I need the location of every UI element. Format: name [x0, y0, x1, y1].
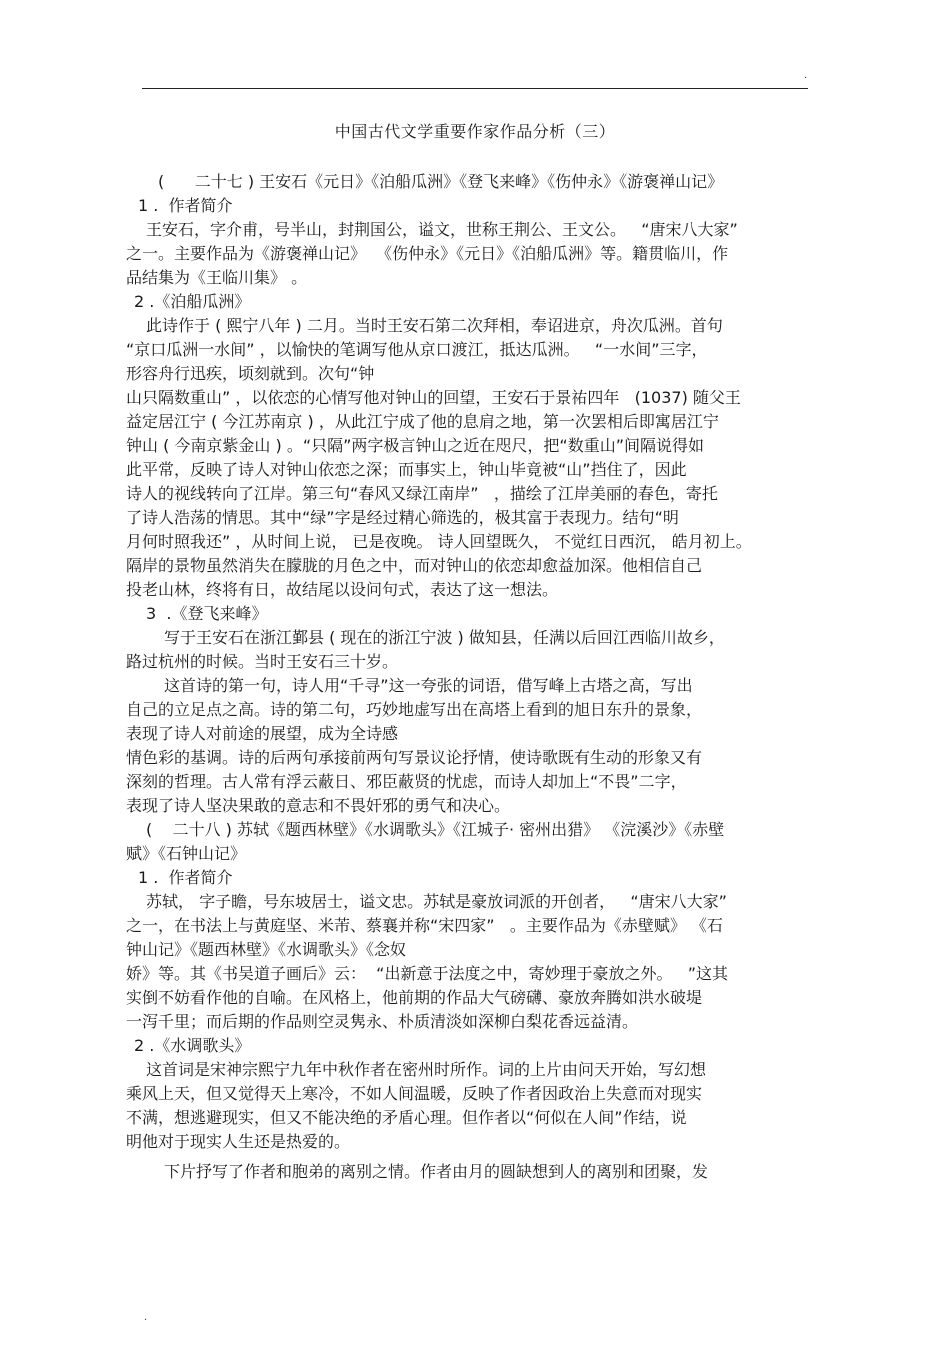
- text-line: 形容舟行迅疾，顷刻就到。次句“钟: [126, 364, 375, 383]
- text-line: 1 . 作者简介: [138, 196, 233, 215]
- text-line: 了诗人浩荡的情思。其中“绿”字是经过精心筛选的，极其富于表现力。结句“明: [126, 508, 679, 527]
- text-line: 投老山林，终将有日，故结尾以设问句式，表达了这一想法。: [126, 580, 559, 599]
- text-line: 自己的立足点之高。诗的第二句，巧妙地虚写出在高塔上看到的旭日东升的景象，: [126, 700, 703, 719]
- text-line: 1 . 作者简介: [138, 868, 233, 887]
- text-line: 娇》等。其《书吴道子画后》云： “出新意于法度之中，寄妙理于豪放之外。 ”这其: [126, 964, 729, 983]
- text-line: 钟山记》《题西林壁》《水调歌头》《念奴: [126, 940, 407, 959]
- text-line: 明他对于现实人生还是热爱的。: [126, 1132, 351, 1151]
- text-line: 深刻的哲理。古人常有浮云蔽日、邪臣蔽贤的忧虑，而诗人却加上“不畏”二字，: [126, 772, 687, 791]
- footer-dot: .: [144, 1312, 148, 1323]
- text-line: 表现了诗人坚决果敢的意志和不畏奸邪的勇气和决心。: [126, 796, 511, 815]
- text-line: 一泻千里；而后期的作品则空灵隽永、朴质清淡如深柳白梨花香远益清。: [126, 1012, 639, 1031]
- text-line: 下片抒写了作者和胞弟的离别之情。作者由月的圆缺想到人的离别和团聚，发: [164, 1162, 709, 1181]
- text-line: 益定居江宁 ( 今江苏南京 ) ，从此江宁成了他的息肩之地，第一次罢相后即寓居江宁: [126, 412, 719, 431]
- text-line: 山只隔数重山” ，以依恋的心情写他对钟山的回望，王安石于景祐四年 (1037) 随父王: [126, 388, 741, 407]
- text-line: 王安石，字介甫，号半山，封荆国公，谥文，世称王荆公、王文公。 “唐宋八大家”: [146, 220, 738, 239]
- header-rule: [142, 88, 808, 89]
- text-line: 实倒不妨看作他的自喻。在风格上，他前期的作品大气磅礴、豪放奔腾如洪水破堤: [126, 988, 703, 1007]
- text-line: ( 二十八 ) 苏轼《题西林壁》《水调歌头》《江城子· 密州出猎》 《浣溪沙》《赤壁: [146, 820, 725, 839]
- text-line: 诗人的视线转向了江岸。第三句“春风又绿江南岸” ，描绘了江岸美丽的春色，寄托: [126, 484, 718, 503]
- text-line: 2 .《泊船瓜洲》: [134, 292, 251, 311]
- text-line: 2 .《水调歌头》: [134, 1036, 251, 1055]
- text-line: 乘风上天，但又觉得天上寒冷，不如人间温暖，反映了作者因政治上失意而对现实: [126, 1084, 703, 1103]
- text-line: 情色彩的基调。诗的后两句承接前两句写景议论抒情，使诗歌既有生动的形象又有: [126, 748, 703, 767]
- text-line: 这首词是宋神宗熙宁九年中秋作者在密州时所作。词的上片由问天开始，写幻想: [146, 1060, 707, 1079]
- text-line: 品结集为《王临川集》 。: [126, 268, 308, 287]
- text-line: 之一。主要作品为《游褒禅山记》 《伤仲永》《元日》《泊船瓜洲》等。籍贯临川，作: [126, 244, 729, 263]
- text-line: 苏轼， 字子瞻，号东坡居士，谥文忠。苏轼是豪放词派的开创者， “唐宋八大家”: [146, 892, 727, 911]
- text-line: 月何时照我还” ，从时间上说， 已是夜晚。 诗人回望既久， 不觉红日西沉， 皓月初上。: [126, 532, 752, 551]
- text-line: 这首诗的第一句，诗人用“千寻”这一夸张的词语，借写峰上古塔之高，写出: [164, 676, 693, 695]
- text-line: 表现了诗人对前途的展望，成为全诗感: [126, 724, 399, 743]
- text-line: 此诗作于 ( 熙宁八年 ) 二月。当时王安石第二次拜相，奉诏进京，舟次瓜洲。首句: [146, 316, 723, 335]
- text-line: 赋》《石钟山记》: [126, 844, 247, 863]
- text-line: ( 二十七 ) 王安石《元日》《泊船瓜洲》《登飞来峰》《伤仲永》《游褒禅山记》: [158, 172, 724, 191]
- document-title: 中国古代文学重要作家作品分析（三）: [334, 122, 616, 141]
- text-line: 隔岸的景物虽然消失在朦胧的月色之中，而对钟山的依恋却愈益加深。他相信自己: [126, 556, 703, 575]
- text-line: 3 .《登飞来峰》: [146, 604, 268, 623]
- text-line: “京口瓜洲一水间” ，以愉快的笔调写他从京口渡江，抵达瓜洲。 “一水间”三字，: [126, 340, 708, 359]
- text-line: 写于王安石在浙江鄞县 ( 现在的浙江宁波 ) 做知县，任满以后回江西临川故乡，: [164, 628, 725, 647]
- text-line: 之一，在书法上与黄庭坚、米芾、蔡襄并称“宋四家” 。主要作品为《赤壁赋》 《石: [126, 916, 723, 935]
- text-line: 钟山 ( 今南京紫金山 ) 。“只隔”两字极言钟山之近在咫尺，把“数重山”间隔说得如: [126, 436, 704, 455]
- text-line: 不满，想逃避现实，但又不能决绝的矛盾心理。但作者以“何似在人间”作结，说: [126, 1108, 687, 1127]
- text-line: 此平常，反映了诗人对钟山依恋之深；而事实上，钟山毕竟被“山”挡住了，因此: [126, 460, 687, 479]
- text-line: 路过杭州的时候。当时王安石三十岁。: [126, 652, 399, 671]
- header-dot: .: [804, 70, 808, 81]
